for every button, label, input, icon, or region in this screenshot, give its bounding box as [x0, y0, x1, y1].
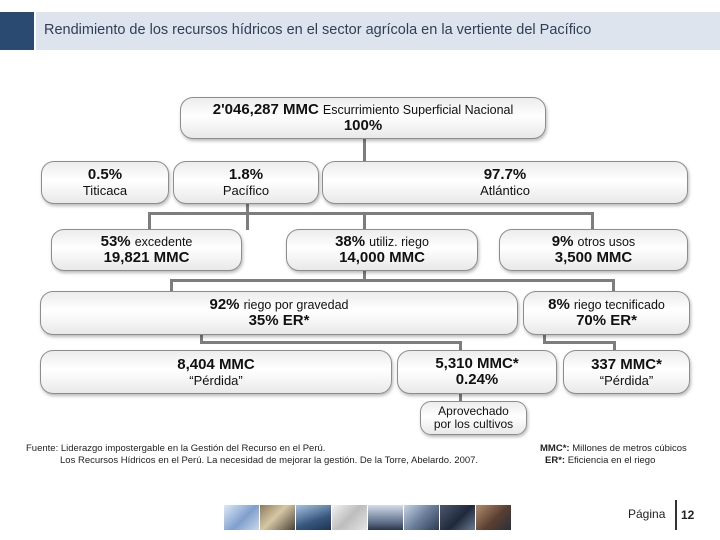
node-pacifico — [173, 161, 319, 204]
photo-city — [296, 505, 331, 530]
photo-water-drop — [224, 505, 259, 530]
node-total-runoff-value: 2'046,287 MMC — [212, 101, 319, 119]
source-line-1: Fuente: Liderazgo impostergable en la Gestión del Recurso en el Perú. — [26, 443, 326, 454]
node-atlantico-percent: 97.7% — [483, 166, 527, 184]
connector — [170, 279, 615, 282]
page-number: 12 — [681, 508, 695, 522]
node-atlantico — [322, 161, 688, 204]
connector — [148, 212, 151, 230]
connector — [148, 212, 594, 215]
node-tecnificado-efficiency: 70% ER* — [576, 312, 637, 330]
slide-title: Rendimiento de los recursos hídricos en el sector agrícola en la vertiente del Pacífico — [44, 22, 592, 38]
node-perdida1-label: “Pérdida” — [189, 372, 243, 388]
node-excedente — [51, 229, 242, 271]
photo-people-meeting — [260, 505, 295, 530]
node-cultivos-line1: Aprovechado — [438, 403, 509, 418]
legend-er-key: ER*: — [545, 455, 566, 466]
node-perdida-gravedad — [40, 350, 392, 394]
source-line-2: Los Recursos Hídricos en el Perú. La necesidad de mejorar la gestión. De la Torre, Abelardo. 2007. — [60, 455, 479, 466]
header-accent — [0, 12, 34, 50]
node-pacifico-label: Pacífico — [222, 183, 270, 199]
connector — [613, 341, 616, 350]
source-note — [26, 443, 478, 467]
page-separator — [675, 500, 677, 530]
node-otros-label: otros usos — [577, 235, 636, 250]
node-perdida1-volume: 8,404 MMC — [177, 355, 255, 373]
node-aprovechado-volume: 5,310 MMC* — [435, 355, 519, 373]
node-cultivos-line2: por los cultivos — [433, 417, 514, 431]
node-excedente-percent: 53% — [100, 233, 131, 251]
photo-portrait — [476, 505, 511, 530]
node-aprovechado — [397, 350, 557, 394]
photo-power-lines — [368, 505, 403, 530]
legend — [540, 443, 687, 467]
photo-document — [332, 505, 367, 530]
node-gravedad-label: riego por gravedad — [243, 298, 349, 313]
node-titicaca-percent: 0.5% — [87, 166, 123, 184]
legend-mmc-text: Millones de metros cúbicos — [569, 443, 687, 454]
node-riego-label: utiliz. riego — [369, 235, 429, 250]
node-total-runoff — [180, 97, 546, 139]
node-perdida2-label: “Pérdida” — [599, 372, 654, 388]
node-titicaca — [41, 161, 169, 204]
node-total-runoff-percent: 100% — [343, 117, 383, 135]
node-perdida-tecnificado — [563, 350, 690, 394]
connector — [543, 341, 616, 344]
node-riego-percent: 38% — [335, 233, 366, 251]
node-tecnificado-label: riego tecnificado — [573, 298, 665, 313]
node-total-runoff-label: Escurrimiento Superficial Nacional — [322, 103, 514, 118]
legend-mmc-key: MMC*: — [540, 443, 570, 454]
connector — [200, 341, 462, 344]
node-riego — [286, 229, 478, 271]
node-otros-volume: 3,500 MMC — [554, 249, 633, 267]
connector — [246, 204, 249, 230]
connector — [591, 212, 594, 230]
connector — [459, 341, 462, 350]
node-aprovechado-cultivos — [420, 401, 527, 435]
node-atlantico-label: Atlántico — [480, 183, 530, 199]
node-titicaca-label: Titicaca — [82, 183, 128, 199]
node-tecnificado-percent: 8% — [548, 296, 570, 314]
node-otros-percent: 9% — [551, 233, 574, 251]
node-perdida2-volume: 337 MMC* — [591, 355, 662, 373]
node-riego-tecnificado — [523, 291, 690, 335]
photo-strip — [224, 505, 511, 530]
photo-group — [440, 505, 475, 530]
page-label: Página — [628, 507, 666, 521]
connector — [363, 212, 366, 230]
node-excedente-volume: 19,821 MMC — [103, 249, 190, 267]
photo-workers — [404, 505, 439, 530]
node-riego-volume: 14,000 MMC — [339, 249, 425, 267]
node-gravedad-percent: 92% — [209, 296, 240, 314]
node-excedente-label: excedente — [134, 235, 193, 250]
node-pacifico-percent: 1.8% — [228, 166, 264, 184]
node-otros-usos — [499, 229, 688, 271]
node-aprovechado-percent: 0.24% — [455, 371, 499, 389]
connector — [363, 137, 366, 162]
node-gravedad-efficiency: 35% ER* — [248, 312, 310, 330]
legend-er-text: Eficiencia en el riego — [565, 455, 656, 466]
node-riego-gravedad — [40, 291, 518, 335]
